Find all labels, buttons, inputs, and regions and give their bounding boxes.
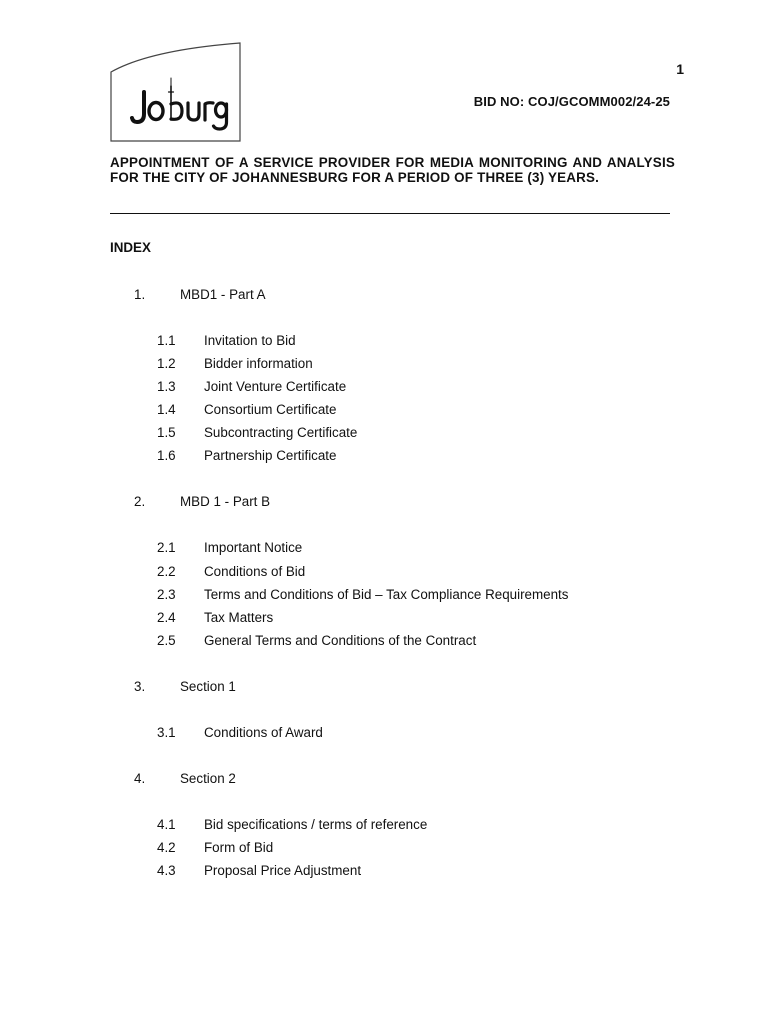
title-divider (110, 213, 670, 214)
index-item-number: 1.2 (157, 356, 176, 371)
index-item-label: Proposal Price Adjustment (204, 863, 362, 878)
index-item-label: Subcontracting Certificate (204, 425, 358, 440)
joburg-logo (110, 42, 242, 142)
index-section-label: MBD1 - Part A (180, 287, 266, 302)
index-item-label: Bid specifications / terms of reference (204, 817, 428, 832)
index-section-label: Section 2 (180, 771, 236, 786)
index-item-number: 2.2 (157, 564, 176, 579)
index-item-label: General Terms and Conditions of the Contract (204, 633, 477, 648)
index-heading: INDEX (110, 240, 151, 255)
index-item-number: 1.6 (157, 448, 176, 463)
index-item-number: 1.1 (157, 333, 176, 348)
index-item-label: Bidder information (204, 356, 313, 371)
index-section-label: Section 1 (180, 679, 236, 694)
index-item-label: Partnership Certificate (204, 448, 337, 463)
index-item-label: Important Notice (204, 540, 303, 555)
index-item-number: 2.4 (157, 610, 176, 625)
index-item-number: 1.3 (157, 379, 176, 394)
index-item-number: 2.3 (157, 587, 176, 602)
index-section-number: 3. (134, 679, 146, 694)
index-item-number: 1.5 (157, 425, 176, 440)
index-item-label: Consortium Certificate (204, 402, 337, 417)
index-item-number: 4.1 (157, 817, 176, 832)
index-item-label: Form of Bid (204, 840, 274, 855)
index-section-number: 4. (134, 771, 146, 786)
bid-number: BID NO: COJ/GCOMM002/24-25 (473, 94, 670, 109)
index-item-label: Tax Matters (204, 610, 274, 625)
index-item-number: 2.1 (157, 540, 176, 555)
index-section-label: MBD 1 - Part B (180, 494, 271, 509)
index-item-number: 3.1 (157, 725, 176, 740)
index-section-number: 2. (134, 494, 146, 509)
page-number: 1 (676, 61, 684, 77)
index-item-label: Joint Venture Certificate (204, 379, 347, 394)
index-item-number: 2.5 (157, 633, 176, 648)
index-item-label: Terms and Conditions of Bid – Tax Compliance Requirements (204, 587, 569, 602)
index-item-label: Conditions of Bid (204, 564, 306, 579)
index-item-number: 1.4 (157, 402, 176, 417)
document-title: APPOINTMENT OF A SERVICE PROVIDER FOR MEDIA MONITORING AND ANALYSIS FOR THE CITY OF JOHANNESBURG FOR A PERIOD OF THREE (3) YEARS. (110, 155, 675, 185)
index-item-label: Conditions of Award (204, 725, 323, 740)
index-item-number: 4.2 (157, 840, 176, 855)
index-section-number: 1. (134, 287, 146, 302)
index-item-label: Invitation to Bid (204, 333, 296, 348)
index-item-number: 4.3 (157, 863, 176, 878)
joburg-logo-icon (110, 42, 242, 142)
